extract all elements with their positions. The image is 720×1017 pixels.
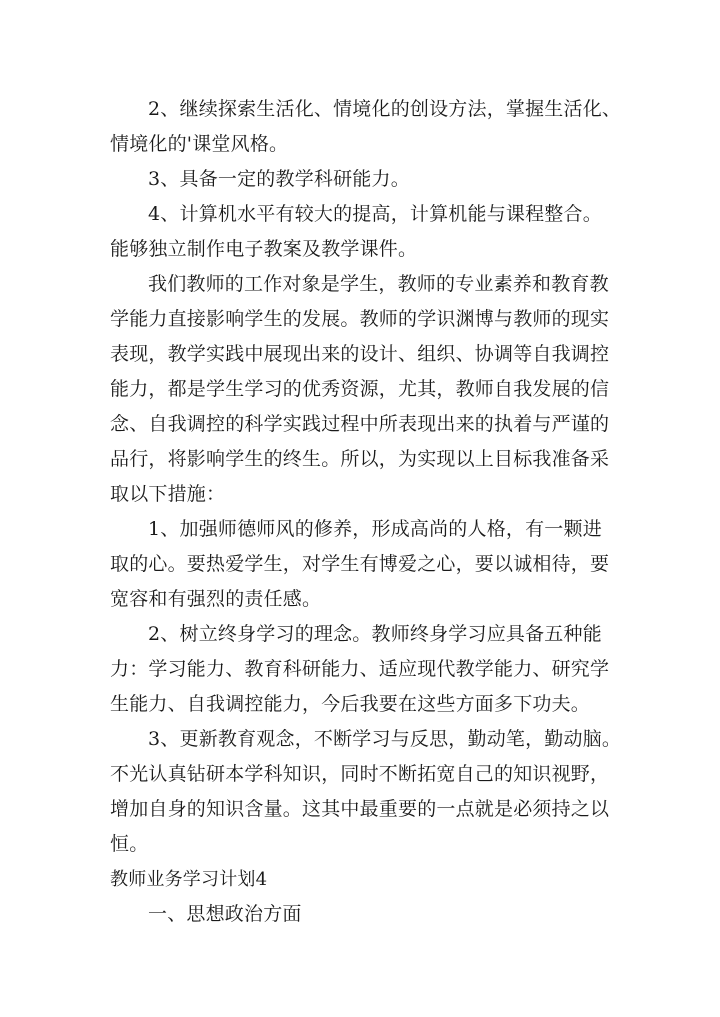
text-line: 念、自我调控的科学实践过程中所表现出来的执着与严谨的 xyxy=(110,413,610,435)
text-line: 表现，教学实践中展现出来的设计、组织、协调等自我调控 xyxy=(110,343,610,365)
text-line: 情境化的'课堂风格。 xyxy=(110,133,289,155)
text-line: 我们教师的工作对象是学生，教师的专业素养和教育教 xyxy=(148,273,609,295)
text-line: 3、具备一定的教学科研能力。 xyxy=(148,168,410,190)
text-line: 2、继续探索生活化、情境化的创设方法，掌握生活化、 xyxy=(148,98,622,120)
subsection-title: 一、思想政治方面 xyxy=(148,903,302,925)
text-line: 4、计算机水平有较大的提高，计算机能与课程整合。 xyxy=(148,203,602,225)
text-line: 1、加强师德师风的修养，形成高尚的人格，有一颗进 xyxy=(148,518,602,540)
text-line: 3、更新教育观念，不断学习与反思，勤动笔，勤动脑。 xyxy=(148,728,622,750)
section-title: 教师业务学习计划4 xyxy=(110,869,268,890)
text-line: 能够独立制作电子教案及教学课件。 xyxy=(110,238,418,260)
text-line: 能力，都是学生学习的优秀资源，尤其，教师自我发展的信 xyxy=(110,378,610,400)
text-line: 恒。 xyxy=(110,833,149,855)
text-line: 增加自身的知识含量。这其中最重要的一点就是必须持之以 xyxy=(110,798,610,820)
document-body xyxy=(110,92,630,932)
text-line: 宽容和有强烈的责任感。 xyxy=(110,588,322,610)
text-line: 力：学习能力、教育科研能力、适应现代教学能力、研究学 xyxy=(110,658,610,680)
text-line: 2、树立终身学习的理念。教师终身学习应具备五种能 xyxy=(148,623,602,645)
text-line: 学能力直接影响学生的发展。教师的学识渊博与教师的现实 xyxy=(110,308,610,330)
text-line: 生能力、自我调控能力，今后我要在这些方面多下功夫。 xyxy=(110,693,591,715)
text-line: 品行，将影响学生的终生。所以，为实现以上目标我准备采 xyxy=(110,448,610,470)
text-line: 取以下措施： xyxy=(110,483,226,505)
text-line: 不光认真钻研本学科知识，同时不断拓宽自己的知识视野， xyxy=(110,763,610,785)
text-line: 取的心。要热爱学生，对学生有博爱之心，要以诚相待，要 xyxy=(110,553,610,575)
